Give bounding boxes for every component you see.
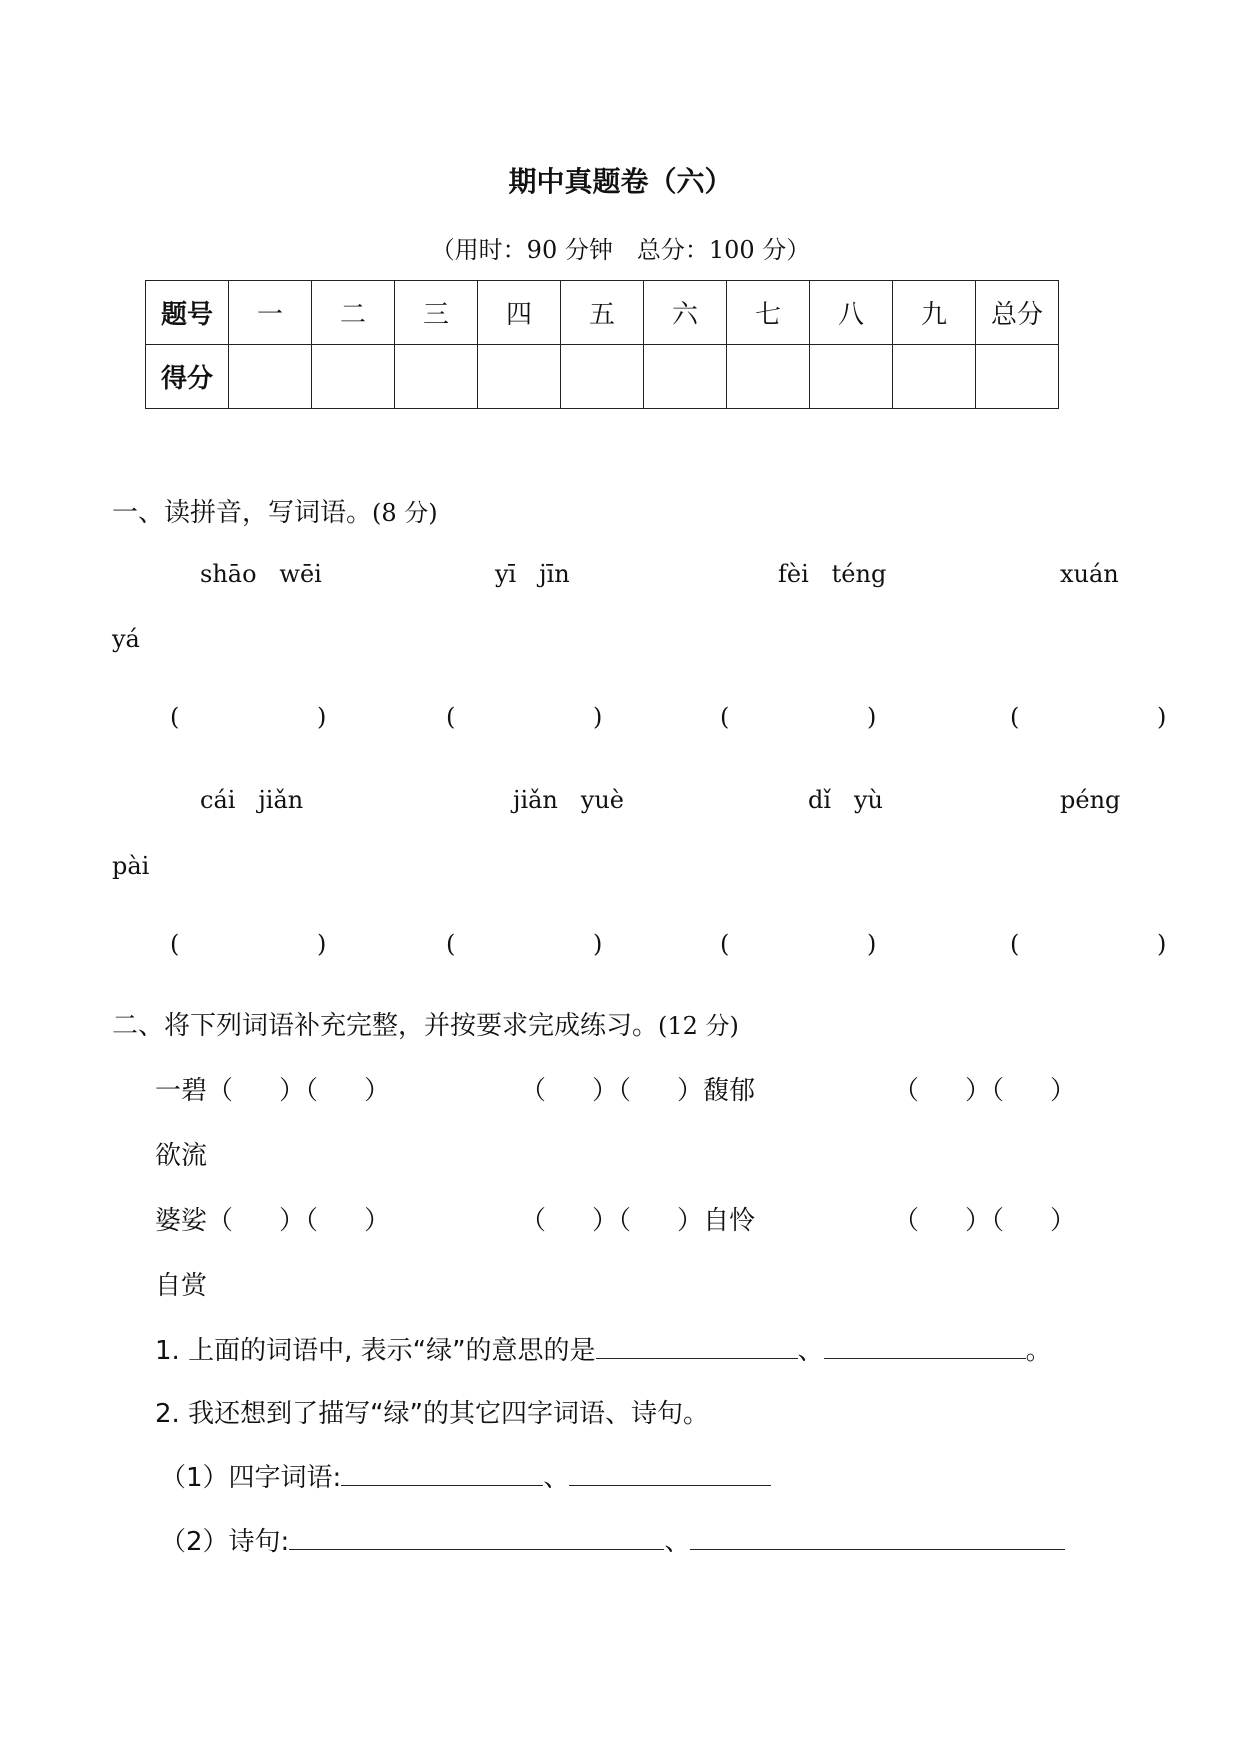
answer-paren-close: ): [317, 703, 327, 731]
idiom-given-chars: 一碧: [155, 1076, 208, 1106]
answer-line[interactable]: [569, 1459, 771, 1486]
period: 。: [1025, 1336, 1052, 1366]
paren-close: ）: [279, 1206, 306, 1236]
question-2-2-label: （2）诗句:: [160, 1527, 290, 1557]
pinyin-syllable: jiǎn: [258, 786, 304, 814]
paren-open: （: [991, 1206, 1005, 1236]
exam-info: （用时：90 分钟 总分：100 分）: [430, 236, 811, 264]
paren-open: （: [618, 1206, 632, 1236]
paren-open: （: [520, 1076, 547, 1106]
pinyin-syllable: yī: [495, 560, 517, 588]
answer-blank[interactable]: [1024, 927, 1154, 961]
question-number-label: 题号: [146, 281, 229, 345]
answer-line[interactable]: [824, 1332, 1026, 1359]
paren-close: ）: [965, 1206, 992, 1236]
answer-paren-close: ): [317, 930, 327, 958]
paren-close: ）: [364, 1206, 391, 1236]
paren-open: （: [618, 1076, 632, 1106]
paren-open: （: [305, 1206, 319, 1236]
column-header: 九: [893, 281, 976, 345]
question-2-1: [160, 1457, 771, 1494]
paren-open: （: [207, 1206, 234, 1236]
question-1-text: 1. 上面的词语中, 表示“绿”的意思的是: [155, 1336, 596, 1366]
section-2-points: (12 分): [658, 1012, 739, 1040]
pinyin-syllable: péng: [1060, 786, 1121, 814]
score-label: 得分: [146, 345, 229, 409]
idiom-given-chars: 自赏: [155, 1271, 208, 1301]
question-1: [155, 1330, 1052, 1367]
pinyin-syllable: yá: [112, 625, 140, 653]
answer-paren-open: (: [1010, 930, 1020, 958]
paren-open: （: [893, 1206, 920, 1236]
pinyin-syllable: fèi: [778, 560, 809, 588]
section-1-title: 一、读拼音，写词语。: [112, 498, 373, 528]
idiom-fill-4: [155, 1200, 390, 1237]
answer-line[interactable]: [289, 1523, 664, 1550]
answer-paren-open: (: [170, 930, 180, 958]
score-cell[interactable]: [893, 345, 976, 409]
paren-close: ）: [592, 1076, 619, 1106]
answer-paren-open: (: [720, 703, 730, 731]
paren-open: （: [991, 1076, 1005, 1106]
question-2-1-label: （1）四字词语:: [160, 1463, 342, 1493]
section-1-heading: [112, 492, 438, 529]
column-header: 七: [727, 281, 810, 345]
idiom-fill-2: [520, 1070, 755, 1107]
idiom-given-chars: 婆娑: [155, 1206, 208, 1236]
separator: 、: [664, 1527, 691, 1557]
idiom-given-chars: 馥郁: [703, 1076, 756, 1106]
pinyin-syllable: shāo: [200, 560, 257, 588]
score-cell[interactable]: [561, 345, 644, 409]
paren-open: （: [520, 1206, 547, 1236]
column-header: 五: [561, 281, 644, 345]
answer-blank[interactable]: [734, 927, 864, 961]
pinyin-syllable: cái: [200, 786, 236, 814]
answer-blank[interactable]: [460, 700, 590, 734]
pinyin-syllable: jīn: [539, 560, 570, 588]
pinyin-word-6: [513, 786, 624, 814]
column-header: 一: [229, 281, 312, 345]
answer-blank[interactable]: [184, 700, 314, 734]
answer-paren-close: ): [593, 930, 603, 958]
answer-blank[interactable]: [1024, 700, 1154, 734]
answer-paren-open: (: [446, 930, 456, 958]
section-1-points: (8 分): [372, 499, 438, 527]
pinyin-syllable: dǐ: [808, 786, 832, 814]
answer-paren-close: ): [1157, 703, 1167, 731]
pinyin-syllable: yù: [853, 786, 883, 814]
idiom-given-chars: 自怜: [703, 1206, 756, 1236]
score-table: [145, 280, 1059, 409]
column-header: 八: [810, 281, 893, 345]
column-header: 六: [644, 281, 727, 345]
pinyin-syllable: pài: [112, 852, 150, 880]
pinyin-word-1: [200, 560, 322, 588]
answer-paren-open: (: [1010, 703, 1020, 731]
page-title: 期中真题卷（六）: [508, 165, 733, 198]
answer-blank[interactable]: [460, 927, 590, 961]
score-cell[interactable]: [810, 345, 893, 409]
answer-paren-open: (: [170, 703, 180, 731]
score-cell[interactable]: [644, 345, 727, 409]
answer-paren-open: (: [720, 930, 730, 958]
paren-close: ）: [364, 1076, 391, 1106]
idiom-fill-5: [520, 1200, 755, 1237]
score-table-score-row: [146, 345, 1059, 409]
answer-blank[interactable]: [184, 927, 314, 961]
separator: 、: [543, 1463, 570, 1493]
answer-line[interactable]: [341, 1459, 543, 1486]
score-cell[interactable]: [395, 345, 478, 409]
answer-blank[interactable]: [734, 700, 864, 734]
column-header: 四: [478, 281, 561, 345]
score-cell[interactable]: [976, 345, 1059, 409]
paren-open: （: [207, 1076, 234, 1106]
score-cell[interactable]: [727, 345, 810, 409]
score-table-header-row: [146, 281, 1059, 345]
paren-close: ）: [965, 1076, 992, 1106]
answer-paren-close: ): [867, 703, 877, 731]
answer-paren-close: ): [1157, 930, 1167, 958]
pinyin-syllable: wēi: [279, 560, 322, 588]
answer-line[interactable]: [596, 1332, 798, 1359]
idiom-fill-6: [893, 1200, 1076, 1237]
pinyin-word-3: [778, 560, 886, 588]
paren-open: （: [893, 1076, 920, 1106]
paren-close: ）: [1050, 1076, 1077, 1106]
separator: 、: [797, 1336, 824, 1366]
paren-close: ）: [279, 1076, 306, 1106]
score-cell[interactable]: [229, 345, 312, 409]
idiom-fill-1: [155, 1070, 390, 1107]
idiom-given-chars: 欲流: [155, 1141, 208, 1171]
question-2-2: [160, 1521, 1065, 1558]
pinyin-syllable: xuán: [1060, 560, 1119, 588]
answer-line[interactable]: [690, 1523, 1065, 1550]
paren-close: ）: [1050, 1206, 1077, 1236]
idiom-fill-3: [893, 1070, 1076, 1107]
question-2: 2. 我还想到了描写“绿”的其它四字词语、诗句。: [155, 1399, 710, 1429]
column-header: 三: [395, 281, 478, 345]
paren-close: ）: [677, 1076, 704, 1106]
answer-paren-close: ): [593, 703, 603, 731]
answer-paren-close: ): [867, 930, 877, 958]
pinyin-syllable: yuè: [580, 786, 624, 814]
answer-paren-open: (: [446, 703, 456, 731]
section-2-title: 二、将下列词语补充完整，并按要求完成练习。: [112, 1011, 659, 1041]
column-header: 二: [312, 281, 395, 345]
paren-close: ）: [677, 1206, 704, 1236]
pinyin-syllable: jiǎn: [513, 786, 558, 814]
score-cell[interactable]: [312, 345, 395, 409]
pinyin-syllable: téng: [831, 560, 887, 588]
column-header: 总分: [976, 281, 1059, 345]
score-cell[interactable]: [478, 345, 561, 409]
pinyin-word-7: [808, 786, 883, 814]
paren-open: （: [305, 1076, 319, 1106]
pinyin-word-5: [200, 786, 303, 814]
section-2-heading: [112, 1005, 739, 1042]
paren-close: ）: [592, 1206, 619, 1236]
pinyin-word-2: [495, 560, 570, 588]
